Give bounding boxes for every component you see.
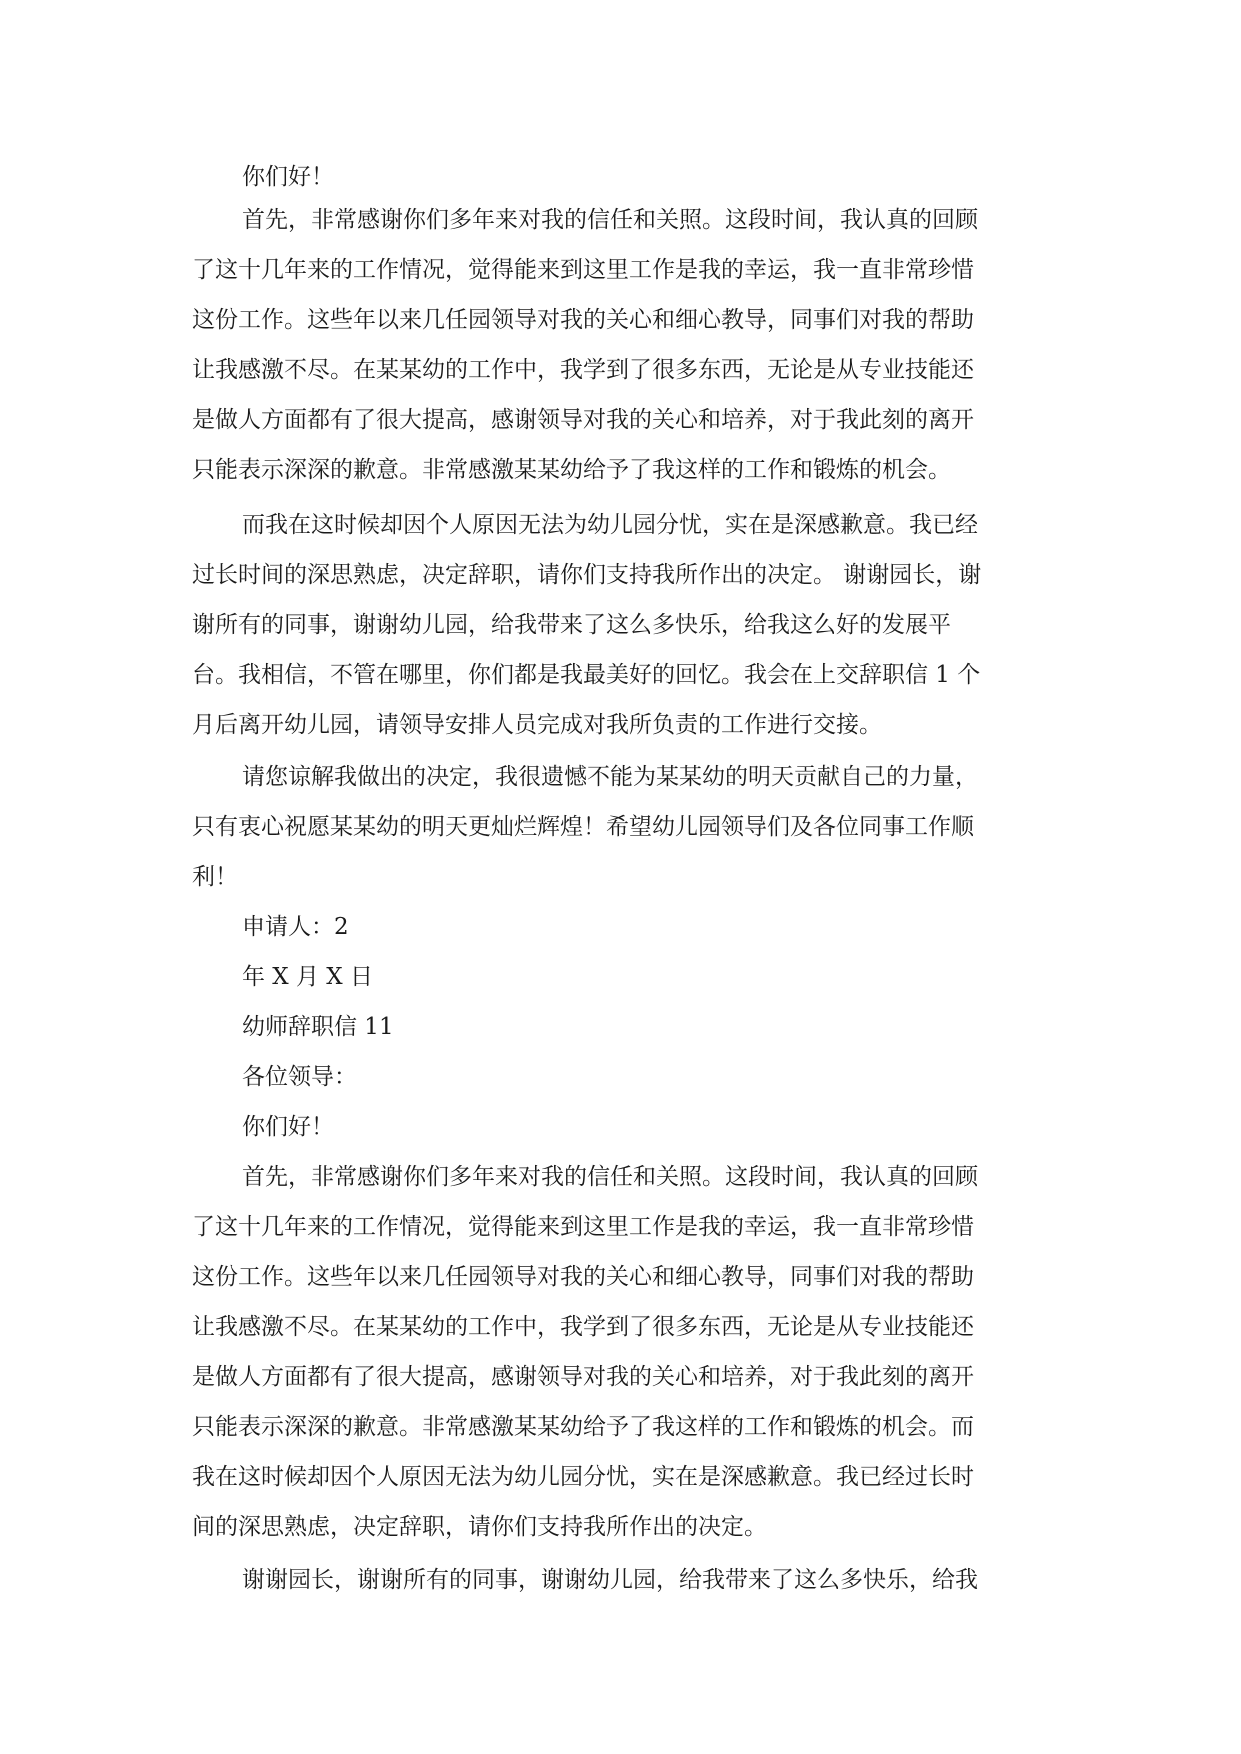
text-line: 间的深思熟虑，决定辞职，请你们支持我所作出的决定。 bbox=[192, 1514, 767, 1540]
text-line: 而我在这时候却因个人原因无法为幼儿园分忧，实在是深感歉意。我已经 bbox=[242, 512, 978, 538]
text-line: 让我感激不尽。在某某幼的工作中，我学到了很多东西，无论是从专业技能还 bbox=[192, 1314, 974, 1340]
text-line: 了这十几年来的工作情况，觉得能来到这里工作是我的幸运，我一直非常珍惜 bbox=[192, 257, 974, 283]
text-line: 谢谢园长，谢谢所有的同事，谢谢幼儿园，给我带来了这么多快乐，给我 bbox=[242, 1567, 978, 1593]
text-line: 谢所有的同事，谢谢幼儿园，给我带来了这么多快乐，给我这么好的发展平 bbox=[192, 612, 951, 638]
paragraph-line bbox=[0, 650, 1241, 700]
paragraph-line bbox=[0, 245, 1241, 295]
paragraph-line bbox=[0, 500, 1241, 550]
text-line: 是做人方面都有了很大提高，感谢领导对我的关心和培养，对于我此刻的离开 bbox=[192, 407, 974, 433]
text-line: 首先，非常感谢你们多年来对我的信任和关照。这段时间，我认真的回顾 bbox=[242, 207, 978, 233]
text-line: 我在这时候却因个人原因无法为幼儿园分忧，实在是深感歉意。我已经过长时 bbox=[192, 1464, 974, 1490]
paragraph-line bbox=[0, 1252, 1241, 1302]
text-line: 这份工作。这些年以来几任园领导对我的关心和细心教导，同事们对我的帮助 bbox=[192, 1264, 974, 1290]
text-line: 月后离开幼儿园，请领导安排人员完成对我所负责的工作进行交接。 bbox=[192, 712, 882, 738]
salutation bbox=[0, 1052, 1241, 1102]
text-line: 你们好！ bbox=[242, 164, 334, 190]
paragraph-line bbox=[0, 1202, 1241, 1252]
paragraph-line bbox=[0, 752, 1241, 802]
text-line: 这份工作。这些年以来几任园领导对我的关心和细心教导，同事们对我的帮助 bbox=[192, 307, 974, 333]
paragraph-line bbox=[0, 195, 1241, 245]
paragraph-line bbox=[0, 802, 1241, 852]
text-line: 过长时间的深思熟虑，决定辞职，请你们支持我所作出的决定。 谢谢园长，谢 bbox=[192, 562, 982, 588]
paragraph-line bbox=[0, 1502, 1241, 1552]
paragraph-greeting-line bbox=[0, 1102, 1241, 1152]
text-line: 你们好！ bbox=[242, 1114, 334, 1140]
signature-applicant bbox=[0, 902, 1241, 952]
text-line: 只能表示深深的歉意。非常感激某某幼给予了我这样的工作和锻炼的机会。而 bbox=[192, 1414, 974, 1440]
text-line: 只有衷心祝愿某某幼的明天更灿烂辉煌！希望幼儿园领导们及各位同事工作顺 bbox=[192, 814, 974, 840]
text-line: 台。我相信，不管在哪里，你们都是我最美好的回忆。我会在上交辞职信 1 个 bbox=[192, 662, 981, 688]
text-line: 让我感激不尽。在某某幼的工作中，我学到了很多东西，无论是从专业技能还 bbox=[192, 357, 974, 383]
paragraph-line bbox=[0, 295, 1241, 345]
text-line: 利！ bbox=[192, 864, 238, 890]
text-line: 申请人：2 bbox=[242, 914, 349, 940]
paragraph-line bbox=[0, 550, 1241, 600]
paragraph-line bbox=[0, 1555, 1241, 1605]
text-line: 是做人方面都有了很大提高，感谢领导对我的关心和培养，对于我此刻的离开 bbox=[192, 1364, 974, 1390]
section-title bbox=[0, 1002, 1241, 1052]
text-line: 只能表示深深的歉意。非常感激某某幼给予了我这样的工作和锻炼的机会。 bbox=[192, 457, 951, 483]
paragraph-line bbox=[0, 395, 1241, 445]
paragraph-line bbox=[0, 600, 1241, 650]
text-line: 了这十几年来的工作情况，觉得能来到这里工作是我的幸运，我一直非常珍惜 bbox=[192, 1214, 974, 1240]
paragraph-line bbox=[0, 1302, 1241, 1352]
paragraph-line bbox=[0, 1452, 1241, 1502]
signature-date bbox=[0, 952, 1241, 1002]
paragraph-line bbox=[0, 1152, 1241, 1202]
text-line: 幼师辞职信 11 bbox=[242, 1014, 394, 1040]
text-line: 各位领导： bbox=[242, 1064, 357, 1090]
text-line: 年 X 月 X 日 bbox=[242, 964, 373, 990]
paragraph-line bbox=[0, 1402, 1241, 1452]
paragraph-line bbox=[0, 700, 1241, 750]
paragraph-line bbox=[0, 1352, 1241, 1402]
paragraph-line bbox=[0, 345, 1241, 395]
paragraph-line bbox=[0, 852, 1241, 902]
paragraph-line bbox=[0, 445, 1241, 495]
text-line: 请您谅解我做出的决定，我很遗憾不能为某某幼的明天贡献自己的力量， bbox=[242, 764, 978, 790]
text-line: 首先，非常感谢你们多年来对我的信任和关照。这段时间，我认真的回顾 bbox=[242, 1164, 978, 1190]
